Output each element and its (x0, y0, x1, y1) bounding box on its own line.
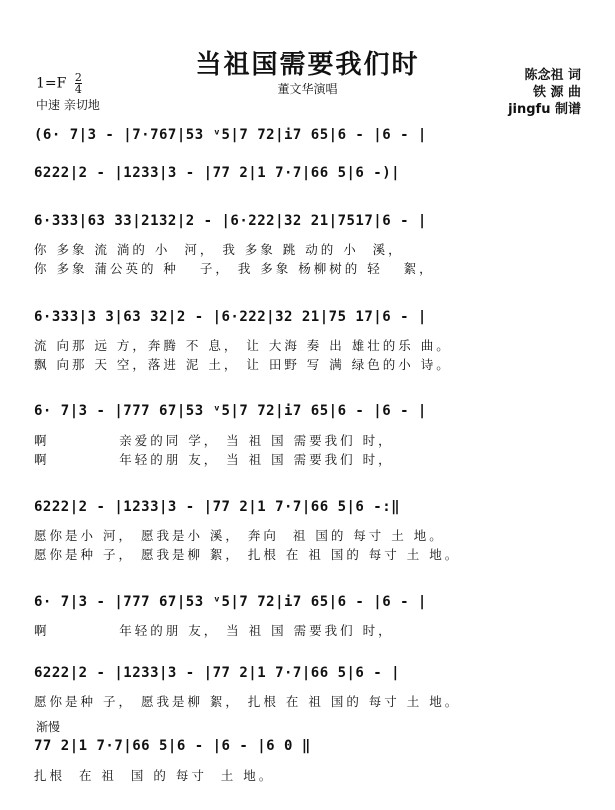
notation-line-4: 6·333|3 3|63 32|2 - |6·222|32 21|75 17|6 - | (34, 309, 427, 325)
key-signature (36, 72, 82, 95)
notation-line-7: 6· 7|3 - |777 67|53 ᵛ5|7 72|i7 65|6 - |6 - | (34, 594, 427, 610)
notation-line-8: 6222|2 - |1233|3 - |77 2|1 7·7|66 5|6 - | (34, 665, 401, 681)
final-tempo-marking: 渐慢 (36, 720, 61, 734)
time-signature (75, 72, 82, 95)
lyric-line-4-verse-2: 飘 向那 天 空，落进 泥 土， 让 田野 写 满 绿色的小 诗。 (34, 357, 452, 372)
lyric-line-6-verse-1: 愿你是小 河， 愿我是小 溪， 奔向 祖 国的 每寸 土 地。 (34, 528, 445, 543)
lyricist-credit: 陈念祖 词 (524, 68, 581, 83)
singer-label: 董文华演唱 (277, 82, 338, 96)
composer-credit: 铁 源 曲 (532, 85, 581, 100)
notation-line-6: 6222|2 - |1233|3 - |77 2|1 7·7|66 5|6 -:‖ (34, 499, 401, 515)
notation-line-2: 6222|2 - |1233|3 - |77 2|1 7·7|66 5|6 -)| (34, 165, 401, 181)
notation-line-5: 6· 7|3 - |777 67|53 ᵛ5|7 72|i7 65|6 - |6 - | (34, 403, 427, 419)
lyric-line-9: 扎根 在 祖 国 的 每寸 土 地。 (34, 768, 275, 783)
key-label: 1=F (36, 75, 67, 92)
lyric-line-5-verse-2: 啊 年轻的朋 友， 当 祖 国 需要我们 时， (34, 452, 394, 467)
lyric-line-3-verse-2: 你 多象 蒲公英的 种 子， 我 多象 杨柳树的 轻 絮， (34, 261, 435, 276)
tempo-marking: 中速 亲切地 (36, 98, 100, 112)
lyric-line-7: 啊 年轻的朋 友， 当 祖 国 需要我们 时， (34, 623, 394, 638)
notation-line-9: 77 2|1 7·7|66 5|6 - |6 - |6 0 ‖ (34, 738, 311, 754)
notation-line-3: 6·333|63 33|2132|2 - |6·222|32 21|7517|6 - | (34, 213, 427, 229)
time-signature-bottom: 4 (74, 83, 82, 96)
lyric-line-3-verse-1: 你 多象 流 淌的 小 河， 我 多象 跳 动的 小 溪， (34, 242, 404, 257)
notation-line-1: (6· 7|3 - |7·767|53 ᵛ5|7 72|i7 65|6 - |6 - | (34, 127, 427, 143)
lyric-line-6-verse-2: 愿你是种 子， 愿我是柳 絮， 扎根 在 祖 国的 每寸 土 地。 (34, 547, 461, 562)
page-title: 当祖国需要我们时 (195, 50, 420, 80)
transcriber-credit: jingfu 制谱 (508, 102, 581, 117)
time-signature-top: 2 (74, 71, 82, 84)
lyric-line-4-verse-1: 流 向那 远 方，奔腾 不 息， 让 大海 奏 出 雄壮的乐 曲。 (34, 338, 452, 353)
lyric-line-8: 愿你是种 子， 愿我是柳 絮， 扎根 在 祖 国的 每寸 土 地。 (34, 694, 461, 709)
lyric-line-5-verse-1: 啊 亲爱的同 学， 当 祖 国 需要我们 时， (34, 433, 394, 448)
